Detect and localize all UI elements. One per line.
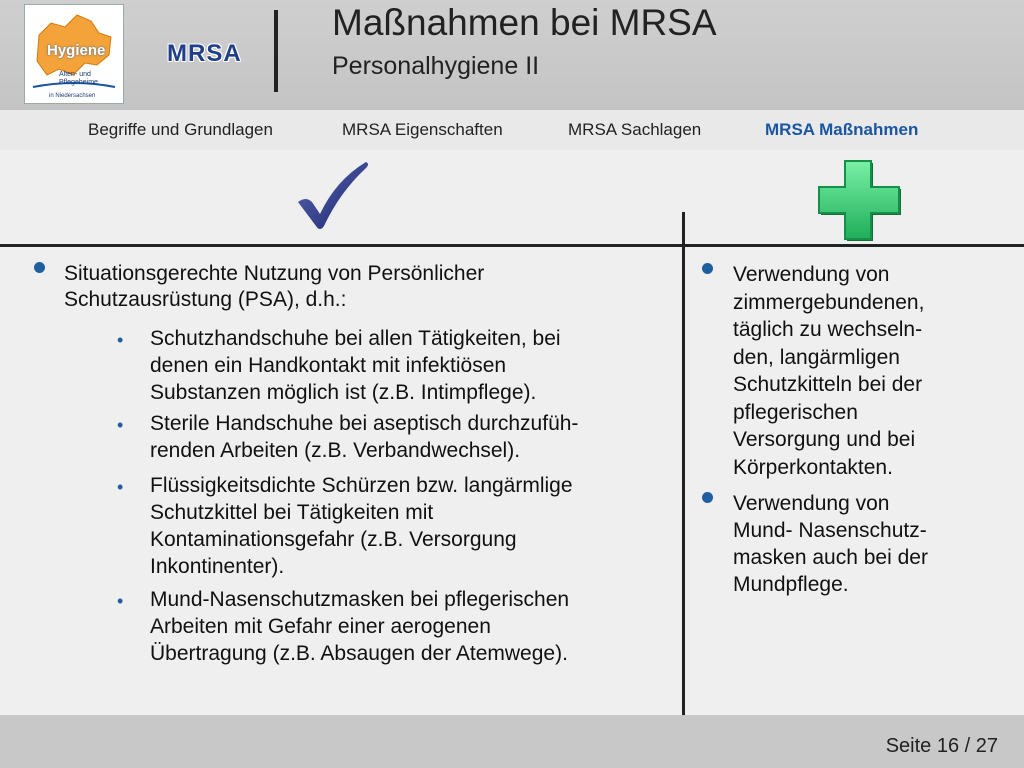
- right-item-mouth-masks: Verwendung von Mund- Nasenschutz- masken auch bei der Mundpflege.: [733, 492, 928, 596]
- slide-header: [0, 0, 1024, 110]
- section-divider-horizontal: [0, 244, 1024, 247]
- bullet-icon: [702, 263, 713, 274]
- bullet-icon: [34, 262, 45, 273]
- logo-location: in Niedersachsen: [49, 93, 96, 99]
- nav-item-massnahmen[interactable]: MRSA Maßnahmen: [765, 120, 919, 139]
- right-item-gowns: Verwendung von zimmergebundenen, täglich zu wechseln- den, langärmligen Schutzkitteln bei der pflegerischen Versorgung und bei Körperkontakten.: [733, 263, 925, 479]
- page-subtitle: Personalhygiene II: [332, 52, 540, 80]
- page-number: Seite 16 / 27: [885, 735, 998, 757]
- logo-subtitle: Alten- und Pflegeheime: [59, 71, 98, 86]
- nav-item-sachlagen[interactable]: MRSA Sachlagen: [568, 120, 702, 139]
- hygiene-logo: [24, 4, 124, 104]
- green-cross-icon: [815, 157, 903, 243]
- bullet-icon: [702, 492, 713, 503]
- section-nav: [0, 110, 1024, 150]
- sub-bullet-icon: •: [117, 591, 124, 611]
- mrsa-tag: MRSA: [167, 40, 242, 67]
- left-intro-text: Situationsgerechte Nutzung von Persönlicher Schutzausrüstung (PSA), d.h.:: [64, 262, 485, 311]
- column-divider: [682, 212, 685, 715]
- slide-footer: [0, 715, 1024, 768]
- page-title: Maßnahmen bei MRSA: [332, 2, 717, 43]
- left-item-masks: Mund-Nasenschutzmasken bei pflegerischen Arbeiten mit Gefahr einer aerogenen Übertragung (z.B. Absaugen der Atemwege).: [150, 588, 570, 665]
- checkmark-icon: [296, 160, 372, 232]
- left-item-aprons: Flüssigkeitsdichte Schürzen bzw. langärmlige Schutzkittel bei Tätigkeiten mit Kontaminationsgefahr (z.B. Versorgung Inkontinenter).: [150, 474, 573, 578]
- nav-item-begriffe[interactable]: Begriffe und Grundlagen: [88, 120, 273, 139]
- sub-bullet-icon: •: [117, 477, 124, 497]
- left-item-gloves: Schutzhandschuhe bei allen Tätigkeiten, bei denen ein Handkontakt mit infektiösen Substanzen möglich ist (z.B. Intimpflege).: [150, 327, 561, 404]
- logo-title: Hygiene: [47, 42, 106, 59]
- header-divider: [274, 10, 278, 92]
- left-item-sterile-gloves: Sterile Handschuhe bei aseptisch durchzufüh- renden Arbeiten (z.B. Verbandwechsel).: [150, 412, 579, 462]
- sub-bullet-icon: •: [117, 415, 124, 435]
- nav-item-eigenschaften[interactable]: MRSA Eigenschaften: [342, 120, 503, 139]
- sub-bullet-icon: •: [117, 330, 124, 350]
